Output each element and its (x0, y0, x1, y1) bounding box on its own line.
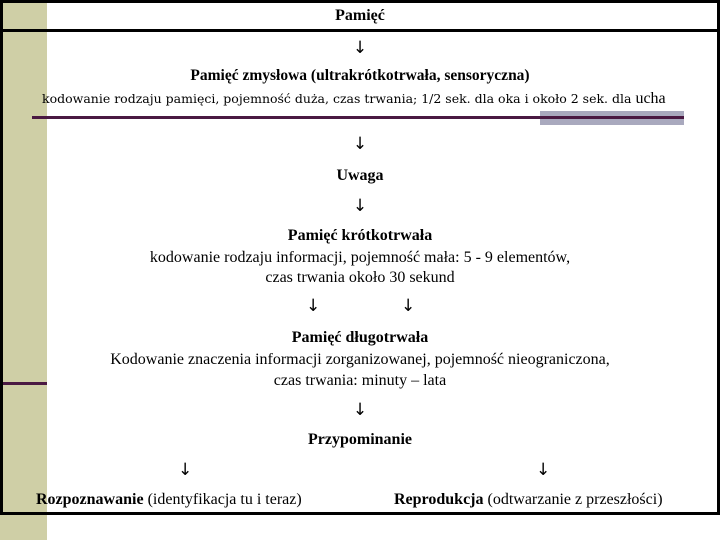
sensory-memory-title: Pamięć zmysłowa (ultrakrótkotrwała, sensoryczna) (190, 67, 530, 84)
arrow-down-icon: ↓ (401, 296, 416, 316)
attention-title: Uwaga (336, 167, 384, 184)
reproduction-node (394, 490, 663, 510)
arrow-down-icon: ↓ (352, 196, 368, 216)
title-divider (0, 29, 720, 32)
recognition-detail: (identyfikacja tu i teraz) (143, 491, 302, 508)
recognition-node (36, 490, 302, 510)
short-term-memory-title: Pamięć krótkotrwała (287, 227, 433, 244)
sensory-memory-description (42, 89, 666, 109)
frame-top (0, 0, 720, 3)
long-term-memory-line1: Kodowanie znaczenia informacji zorganizowanej, pojemność nieograniczona, (110, 351, 610, 368)
recognition-title: Rozpoznawanie (36, 491, 144, 508)
diagram-title: Pamięć (335, 7, 385, 24)
reproduction-title: Reprodukcja (394, 491, 484, 508)
arrow-down-icon: ↓ (352, 38, 368, 58)
section-divider (32, 116, 684, 119)
arrow-down-icon: ↓ (536, 460, 551, 480)
frame-bottom (0, 512, 720, 515)
short-term-memory-line2: czas trwania około 30 sekund (265, 269, 455, 286)
sensory-description-end: ucha (635, 90, 666, 107)
long-term-memory-title: Pamięć długotrwała (291, 329, 429, 346)
long-term-memory-line2: czas trwania: minuty – lata (273, 372, 447, 389)
recall-title: Przypominanie (308, 431, 412, 448)
arrow-down-icon: ↓ (178, 460, 193, 480)
arrow-down-icon: ↓ (306, 296, 321, 316)
arrow-down-icon: ↓ (352, 134, 368, 154)
arrow-down-icon: ↓ (352, 400, 368, 420)
short-term-memory-line1: kodowanie rodzaju informacji, pojemność mała: 5 - 9 elementów, (149, 249, 571, 266)
sensory-description-text: kodowanie rodzaju pamięci, pojemność duża, czas trwania; 1/2 sek. dla oka i około 2 sek. dla (42, 91, 632, 106)
reproduction-detail: (odtwarzanie z przeszłości) (483, 491, 663, 508)
